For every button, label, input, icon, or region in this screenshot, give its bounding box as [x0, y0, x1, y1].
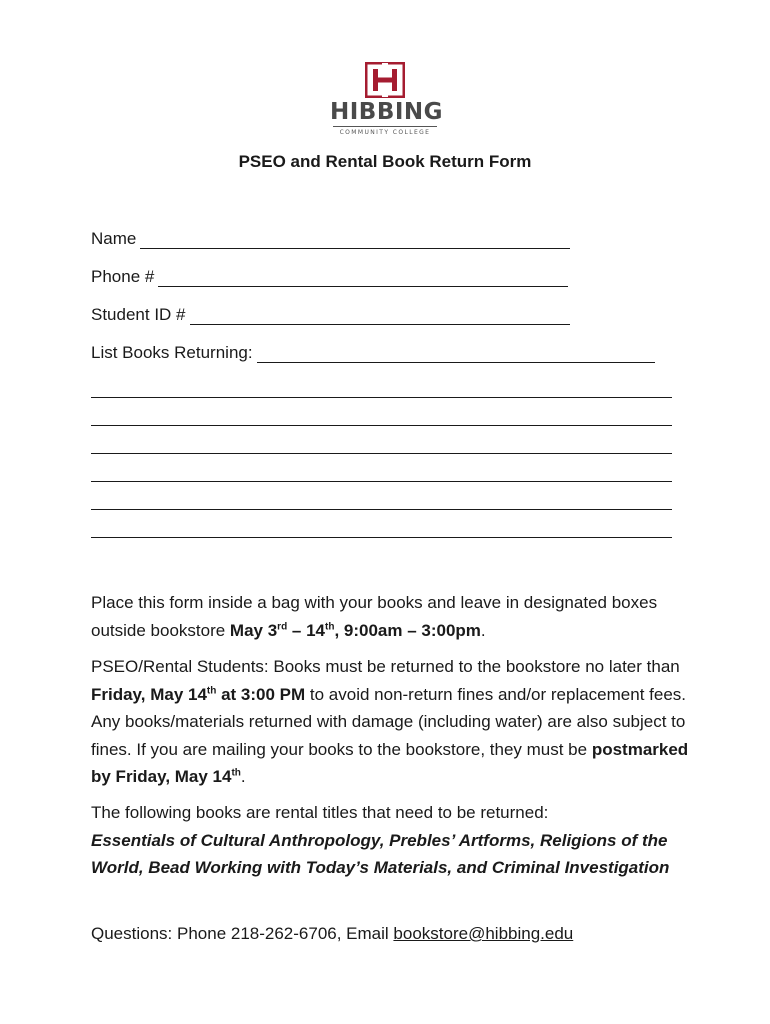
name-field[interactable] — [91, 229, 570, 249]
books-line[interactable] — [91, 481, 672, 482]
rental-titles — [91, 799, 691, 882]
name-label: Name — [91, 229, 137, 248]
college-logo — [330, 62, 444, 136]
books-returning-field[interactable] — [91, 343, 655, 363]
books-returning-blank[interactable] — [257, 345, 655, 363]
form-title: PSEO and Rental Book Return Form — [238, 152, 532, 171]
phone-label: Phone # — [91, 267, 155, 286]
logo-wordmark: HIBBING — [330, 99, 444, 125]
hibbing-h-mark-icon — [365, 62, 405, 98]
contact-phone: Questions: Phone 218-262-6706, Email — [91, 924, 394, 943]
books-line[interactable] — [91, 509, 672, 510]
rental-intro: The following books are rental titles that need to be returned: — [91, 803, 549, 822]
student-id-field[interactable] — [91, 305, 570, 325]
return-policy: PSEO/Rental Students: Books must be returned to the bookstore no later than Friday, May 14th at 3:00 PM to avoid non-return fines and/or replacement fees. Any books/materials returned with damage (including water) are also subject to fines. If you are mailing your books to the bookstore, they must be postmarked by Friday, May 14th. — [91, 657, 689, 786]
student-id-label: Student ID # — [91, 305, 186, 324]
logo-subtitle: COMMUNITY COLLEGE — [333, 126, 437, 136]
name-blank[interactable] — [140, 231, 570, 249]
dropoff-instructions: Place this form inside a bag with your books and leave in designated boxes outside bookstore May 3rd – 14th, 9:00am – 3:00pm. — [91, 593, 658, 640]
contact-info — [91, 920, 691, 948]
bookstore-email-link[interactable]: bookstore@hibbing.edu — [393, 924, 574, 943]
student-id-blank[interactable] — [190, 307, 570, 325]
books-line[interactable] — [91, 397, 672, 398]
books-line[interactable] — [91, 453, 672, 454]
books-returning-label: List Books Returning: — [91, 343, 253, 362]
books-line[interactable] — [91, 537, 672, 538]
rental-book-list: Essentials of Cultural Anthropology, Prebles’ Artforms, Religions of the World, Bead Working with Today’s Materials, and Criminal Investigation — [91, 830, 670, 877]
phone-field[interactable] — [91, 267, 568, 287]
phone-blank[interactable] — [158, 269, 568, 287]
books-line[interactable] — [91, 425, 672, 426]
